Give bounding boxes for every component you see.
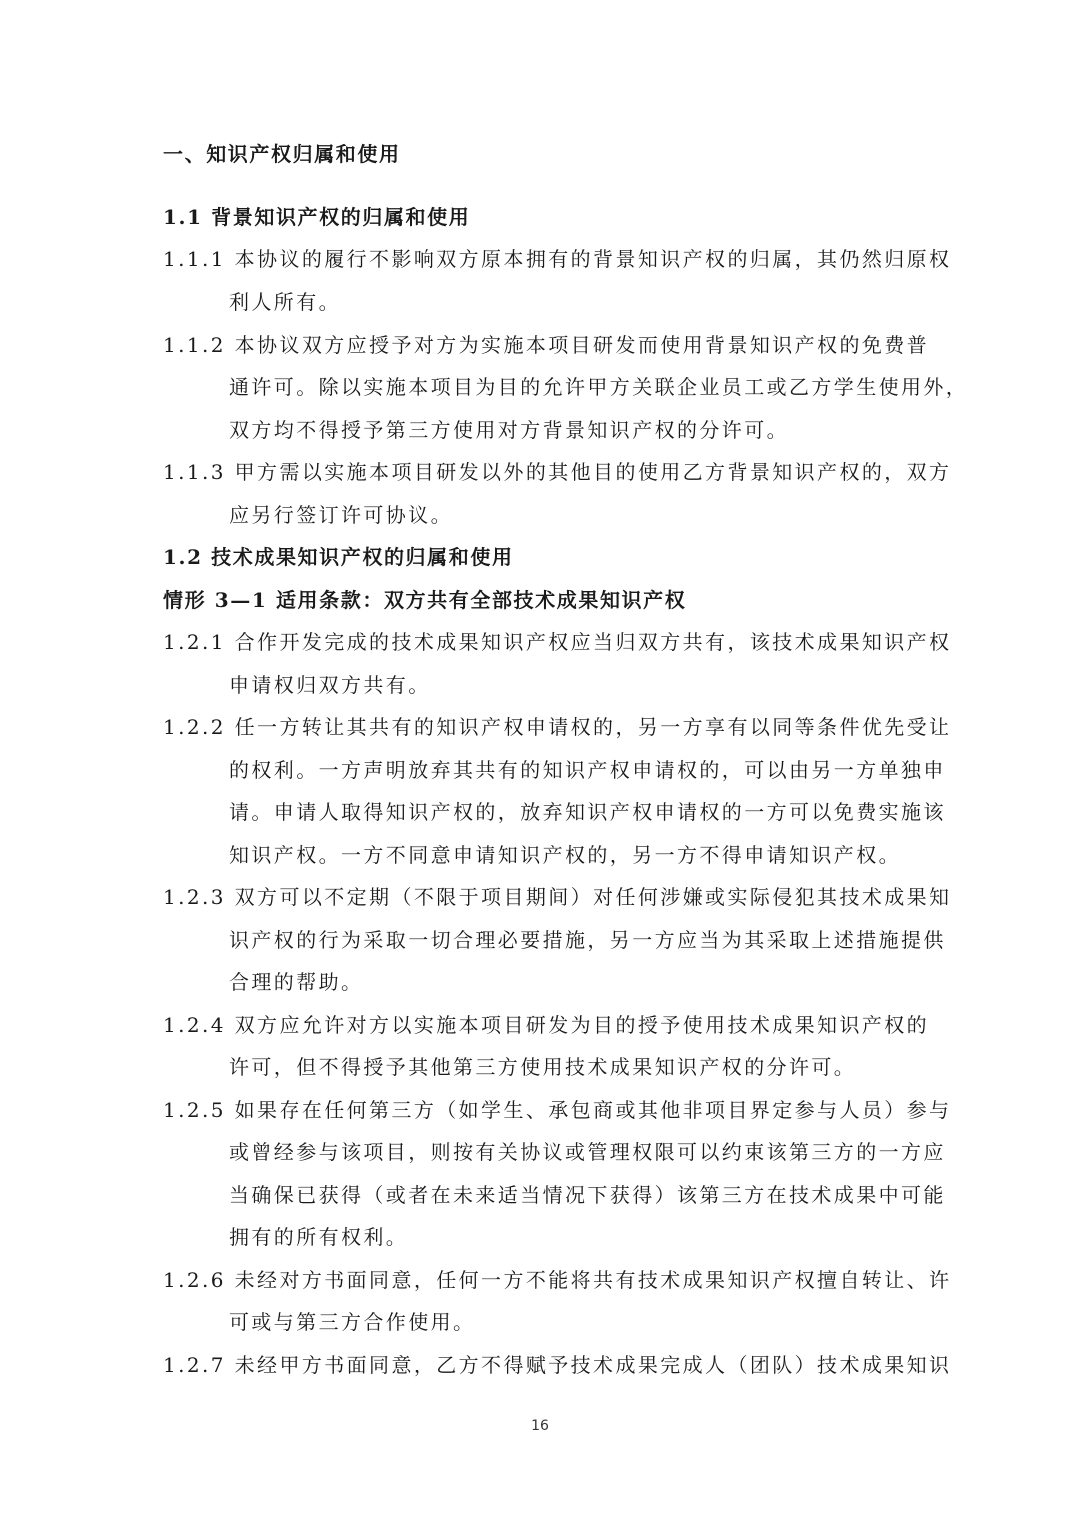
clause-line: 1.2.6 未经对方书面同意，任何一方不能将共有技术成果知识产权擅自转让、许 bbox=[163, 1268, 952, 1292]
clause-line: 1.2.4 双方应允许对方以实施本项目研发为目的授予使用技术成果知识产权的 bbox=[163, 1013, 930, 1037]
clause-line: 双方均不得授予第三方使用对方背景知识产权的分许可。 bbox=[229, 418, 789, 442]
section-title: 一、知识产权归属和使用 bbox=[163, 142, 401, 166]
case-title: 情形 3—1 适用条款：双方共有全部技术成果知识产权 bbox=[163, 588, 687, 612]
clause-line: 许可，但不得授予其他第三方使用技术成果知识产权的分许可。 bbox=[229, 1055, 857, 1079]
clause-line: 利人所有。 bbox=[229, 290, 341, 314]
clause-line: 1.2.2 任一方转让其共有的知识产权申请权的，另一方享有以同等条件优先受让 bbox=[163, 715, 952, 739]
clause-line: 合理的帮助。 bbox=[229, 970, 364, 994]
clause-line: 1.2.7 未经甲方书面同意，乙方不得赋予技术成果完成人（团队）技术成果知识 bbox=[163, 1353, 952, 1377]
clause-line: 通许可。除以实施本项目为目的允许甲方关联企业员工或乙方学生使用外， bbox=[229, 375, 969, 399]
clause-line: 1.1.3 甲方需以实施本项目研发以外的其他目的使用乙方背景知识产权的，双方 bbox=[163, 460, 952, 484]
clause-line: 当确保已获得（或者在未来适当情况下获得）该第三方在技术成果中可能 bbox=[229, 1183, 946, 1207]
clause-line: 识产权的行为采取一切合理必要措施，另一方应当为其采取上述措施提供 bbox=[229, 928, 946, 952]
clause-line: 的权利。一方声明放弃其共有的知识产权申请权的，可以由另一方单独申 bbox=[229, 758, 946, 782]
page-number: 16 bbox=[531, 1418, 549, 1434]
clause-line: 1.1.1 本协议的履行不影响双方原本拥有的背景知识产权的归属，其仍然归原权 bbox=[163, 247, 952, 271]
clause-line: 知识产权。一方不同意申请知识产权的，另一方不得申请知识产权。 bbox=[229, 843, 901, 867]
subsection-title-1-1: 1.1 背景知识产权的归属和使用 bbox=[163, 205, 471, 229]
clause-line: 1.2.3 双方可以不定期（不限于项目期间）对任何涉嫌或实际侵犯其技术成果知 bbox=[163, 885, 952, 909]
clause-line: 请。申请人取得知识产权的，放弃知识产权申请权的一方可以免费实施该 bbox=[229, 800, 946, 824]
clause-line: 1.1.2 本协议双方应授予对方为实施本项目研发而使用背景知识产权的免费普 bbox=[163, 333, 930, 357]
subsection-title-1-2: 1.2 技术成果知识产权的归属和使用 bbox=[163, 545, 514, 569]
clause-line: 或曾经参与该项目，则按有关协议或管理权限可以约束该第三方的一方应 bbox=[229, 1140, 946, 1164]
clause-line: 应另行签订许可协议。 bbox=[229, 503, 453, 527]
clause-line: 1.2.5 如果存在任何第三方（如学生、承包商或其他非项目界定参与人员）参与 bbox=[163, 1098, 952, 1122]
clause-line: 1.2.1 合作开发完成的技术成果知识产权应当归双方共有，该技术成果知识产权 bbox=[163, 630, 952, 654]
clause-line: 拥有的所有权利。 bbox=[229, 1225, 409, 1249]
clause-line: 申请权归双方共有。 bbox=[229, 673, 431, 697]
clause-line: 可或与第三方合作使用。 bbox=[229, 1310, 476, 1334]
